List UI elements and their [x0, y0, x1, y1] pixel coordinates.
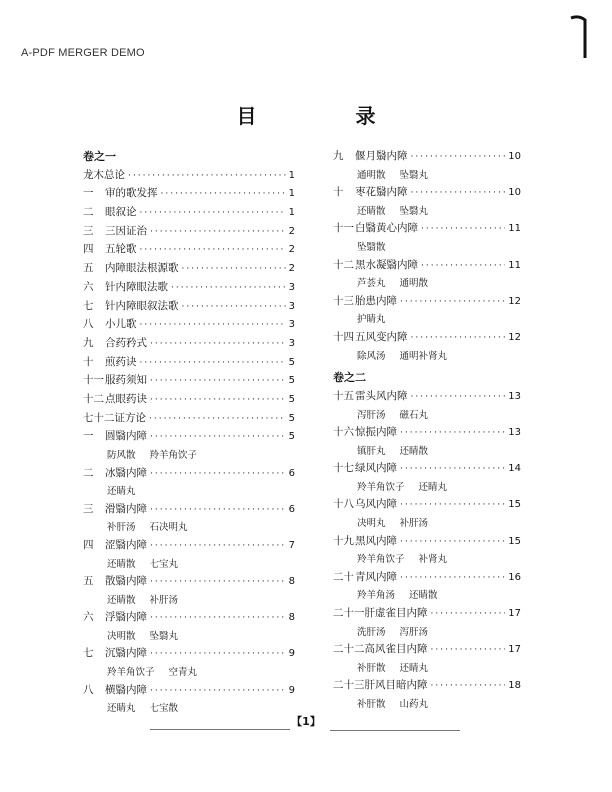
entry-page-number: 14 — [508, 463, 521, 475]
dot-leader — [140, 245, 286, 255]
toc-entry — [83, 260, 295, 279]
prescription-name: 洗肝汤 — [357, 626, 386, 638]
entry-number: 十八 — [333, 498, 354, 511]
dot-leader — [150, 469, 286, 479]
dot-leader — [421, 224, 505, 234]
entry-number: 二十二 — [333, 643, 365, 656]
entry-title: 点眼药诀 — [105, 392, 147, 405]
entry-page-number: 15 — [508, 499, 521, 511]
prescription-name: 镇肝丸 — [357, 445, 386, 457]
entry-title: 散翳内障 — [105, 575, 147, 588]
prescription-name: 羚羊角饮子 — [357, 481, 405, 493]
dot-leader — [182, 302, 286, 312]
entry-number: 九 — [83, 336, 94, 349]
entry-number: 十 — [83, 355, 94, 368]
entry-number: 十九 — [333, 534, 354, 547]
entry-title: 龙木总论 — [83, 168, 125, 181]
dot-leader — [150, 505, 286, 515]
dot-leader — [161, 189, 286, 199]
toc-entry — [83, 391, 295, 410]
prescription-name: 还睛散 — [107, 558, 136, 570]
entry-title: 眼叙论 — [105, 206, 137, 219]
entry-number: 一 — [83, 187, 94, 200]
prescription-name: 还睛丸 — [418, 481, 448, 493]
dot-leader — [411, 333, 506, 343]
entry-title: 肝虚雀目内障 — [364, 606, 428, 619]
entry-title: 七十二证方论 — [83, 411, 146, 424]
entry-number: 五 — [83, 575, 94, 588]
entry-title: 服药须知 — [105, 374, 147, 387]
dot-leader — [150, 376, 286, 386]
entry-title: 五风变内障 — [355, 330, 408, 343]
scan-corner-mark — [570, 14, 588, 60]
toc-prescriptions — [333, 167, 521, 185]
entry-page-number: 17 — [508, 607, 521, 619]
toc-entry — [83, 335, 295, 354]
section-label: 卷之二 — [333, 371, 366, 385]
toc-entry — [333, 677, 521, 696]
prescription-name: 通明补肾丸 — [399, 350, 448, 362]
toc-prescriptions — [333, 348, 521, 366]
dot-leader — [400, 537, 505, 547]
entry-title: 绿风内障 — [355, 462, 397, 475]
entry-page-number: 3 — [288, 281, 295, 293]
scan-rule-line — [330, 730, 460, 731]
entry-number: 七 — [83, 647, 94, 660]
entry-number: 二十一 — [333, 606, 365, 619]
prescription-name: 石决明丸 — [149, 522, 188, 534]
prescription-name: 通明散 — [357, 169, 386, 181]
prescription-name: 羚羊角饮子 — [149, 450, 198, 461]
toc-entry — [83, 501, 295, 520]
toc-entry — [83, 410, 295, 429]
entry-title: 五轮歌 — [105, 243, 137, 256]
prescription-name: 磁石丸 — [399, 409, 429, 421]
toc-entry — [83, 167, 295, 186]
entry-page-number: 1 — [288, 188, 295, 200]
entry-title: 肝风目暗内障 — [364, 679, 428, 692]
dot-leader — [431, 609, 506, 619]
entry-page-number: 5 — [288, 356, 295, 368]
entry-title: 浮翳内障 — [105, 611, 147, 624]
entry-title: 胎患内障 — [355, 294, 397, 307]
dot-leader — [411, 152, 506, 162]
prescription-name: 坠翳丸 — [399, 169, 429, 181]
entry-title: 雷头风内障 — [355, 389, 408, 402]
toc-entry — [83, 573, 295, 592]
prescription-name: 还睛丸 — [107, 486, 136, 498]
toc-entry — [333, 605, 521, 624]
prescription-name: 七宝散 — [149, 703, 179, 715]
dot-leader — [431, 645, 506, 655]
toc-prescriptions — [333, 479, 521, 497]
dot-leader — [400, 297, 505, 307]
dot-leader — [140, 208, 286, 218]
entry-number: 一 — [83, 430, 94, 443]
entry-title: 针内障眼叙法歌 — [105, 299, 179, 312]
toc-entry — [83, 185, 295, 204]
entry-page-number: 10 — [508, 187, 521, 199]
entry-page-number: 9 — [288, 648, 295, 660]
entry-number: 四 — [83, 243, 94, 256]
entry-title: 白翳黄心内障 — [355, 222, 418, 235]
prescription-name: 护睛丸 — [357, 314, 386, 326]
prescription-name: 羚羊角饮子 — [357, 554, 405, 566]
toc-entry — [83, 682, 295, 701]
entry-page-number: 5 — [288, 431, 295, 443]
page-title: 目 录 — [236, 104, 422, 128]
entry-title: 高风雀目内障 — [364, 643, 428, 656]
entry-number: 十三 — [333, 294, 354, 307]
entry-number: 二十 — [333, 570, 354, 583]
entry-page-number: 16 — [508, 571, 521, 583]
entry-title: 冰翳内障 — [105, 466, 147, 479]
prescription-name: 芦荟丸 — [357, 278, 386, 290]
toc-entry — [333, 460, 521, 479]
entry-page-number: 5 — [288, 393, 295, 405]
prescription-name: 补肾丸 — [418, 554, 448, 566]
toc-entry — [83, 241, 295, 260]
toc-entry — [333, 388, 521, 407]
prescription-name: 补肝汤 — [149, 594, 179, 606]
prescription-name: 坠翳散 — [357, 242, 386, 254]
entry-title: 合药矜式 — [105, 336, 147, 349]
toc-entry — [333, 641, 521, 660]
prescription-name: 空青丸 — [168, 667, 198, 679]
toc-entry — [333, 533, 521, 552]
entry-page-number: 13 — [508, 427, 521, 438]
dot-leader — [150, 395, 286, 405]
prescription-name: 还睛散 — [357, 205, 386, 217]
toc-entry — [83, 316, 295, 335]
toc-prescriptions — [333, 624, 521, 642]
entry-page-number: 5 — [288, 375, 295, 387]
dot-leader — [149, 414, 286, 424]
toc-prescriptions — [333, 660, 521, 678]
entry-page-number: 11 — [508, 223, 521, 235]
entry-number: 十七 — [333, 462, 354, 475]
dot-leader — [171, 283, 286, 293]
entry-number: 二 — [83, 206, 94, 219]
entry-number: 十六 — [333, 426, 354, 438]
toc-prescriptions — [333, 515, 521, 533]
toc-entry — [83, 609, 295, 628]
prescription-name: 通明散 — [399, 278, 429, 290]
toc-entry — [83, 537, 295, 556]
entry-number: 十一 — [333, 222, 354, 235]
dot-leader — [421, 261, 505, 271]
toc-prescriptions — [333, 407, 521, 425]
dot-leader — [411, 188, 506, 198]
prescription-name: 还睛散 — [399, 445, 429, 457]
prescription-name: 补肝散 — [357, 699, 386, 710]
entry-title: 乌风内障 — [355, 498, 397, 511]
prescription-name: 还睛丸 — [107, 703, 136, 715]
entry-title: 小儿歌 — [105, 318, 137, 331]
dot-leader — [431, 681, 506, 691]
toc-entry — [333, 329, 521, 348]
prescription-name: 坠翳丸 — [399, 205, 429, 217]
entry-number: 十五 — [333, 389, 354, 402]
entry-number: 十二 — [333, 258, 354, 271]
toc-section-heading — [83, 148, 295, 167]
entry-page-number: 18 — [508, 680, 521, 692]
toc-entry — [83, 465, 295, 484]
toc-prescriptions — [83, 592, 295, 610]
dot-leader — [150, 577, 286, 587]
toc-prescriptions — [83, 483, 295, 501]
prescription-name: 还睛散 — [107, 594, 136, 606]
entry-number: 八 — [83, 318, 94, 331]
entry-title: 审的歌发挥 — [105, 187, 158, 200]
entry-number: 六 — [83, 280, 94, 293]
toc-entry — [83, 428, 295, 447]
dot-leader — [400, 428, 505, 438]
prescription-name: 坠翳丸 — [149, 630, 179, 642]
toc-entry — [333, 257, 521, 276]
entry-number: 十二 — [83, 392, 104, 405]
toc-entry — [83, 223, 295, 242]
entry-page-number: 6 — [288, 467, 295, 479]
entry-number: 四 — [83, 538, 94, 551]
entry-page-number: 3 — [288, 300, 295, 312]
prescription-name: 羚羊角饮子 — [107, 667, 155, 679]
dot-leader — [150, 339, 286, 349]
toc-entry — [333, 148, 521, 167]
toc-entry — [333, 184, 521, 203]
entry-number: 三 — [83, 224, 94, 237]
entry-page-number: 2 — [288, 244, 295, 256]
entry-title: 青风内障 — [355, 570, 397, 583]
entry-title: 煎药诀 — [105, 355, 137, 368]
dot-leader — [150, 541, 286, 551]
toc-prescriptions — [333, 443, 521, 461]
toc-entry — [333, 293, 521, 312]
toc-prescriptions — [333, 551, 521, 569]
toc-entry — [83, 298, 295, 317]
entry-page-number: 2 — [288, 225, 295, 237]
entry-page-number: 15 — [508, 535, 521, 547]
prescription-name: 补肝汤 — [399, 518, 429, 530]
prescription-name: 还睛丸 — [399, 662, 429, 674]
entry-page-number: 8 — [288, 576, 295, 588]
entry-title: 黑风内障 — [355, 534, 397, 547]
entry-number: 六 — [83, 611, 94, 624]
entry-page-number: 9 — [288, 684, 295, 696]
entry-title: 黑水凝翳内障 — [355, 258, 418, 271]
toc-entry — [83, 372, 295, 391]
dot-leader — [150, 432, 286, 442]
entry-page-number: 6 — [288, 503, 295, 515]
toc-prescriptions — [333, 275, 521, 293]
toc-entry — [83, 204, 295, 223]
dot-leader — [140, 358, 286, 368]
prescription-name: 七宝丸 — [149, 558, 179, 570]
toc-entry — [83, 645, 295, 664]
entry-title: 横翳内障 — [105, 683, 147, 696]
dot-leader — [150, 613, 286, 623]
prescription-name: 补肝散 — [357, 662, 386, 674]
entry-page-number: 2 — [288, 263, 295, 275]
toc-entry — [83, 279, 295, 298]
dot-leader — [400, 500, 505, 510]
dot-leader — [140, 320, 286, 330]
prescription-name: 决明散 — [107, 630, 136, 642]
entry-title: 偃月翳内障 — [355, 150, 408, 162]
entry-number: 十一 — [83, 374, 104, 387]
toc-prescriptions — [83, 447, 295, 465]
toc-prescriptions — [333, 587, 521, 605]
toc-entry — [333, 220, 521, 239]
dot-leader — [400, 464, 505, 474]
prescription-name: 泻肝汤 — [357, 409, 386, 421]
toc-prescriptions — [83, 664, 295, 682]
entry-number: 二十三 — [333, 679, 365, 692]
dot-leader — [150, 649, 286, 659]
toc-entry — [83, 354, 295, 373]
prescription-name: 防风散 — [107, 450, 136, 461]
entry-page-number: 7 — [288, 539, 295, 551]
toc-prescriptions — [333, 239, 521, 257]
entry-title: 涩翳内障 — [105, 538, 147, 551]
entry-title: 滑翳内障 — [105, 502, 147, 515]
entry-page-number: 1 — [288, 169, 295, 181]
toc-column-right — [333, 148, 521, 714]
prescription-name: 山药丸 — [399, 699, 429, 710]
toc-prescriptions — [333, 203, 521, 221]
entry-title: 内障眼法根源歌 — [105, 262, 179, 275]
entry-page-number: 12 — [508, 331, 521, 343]
prescription-name: 决明丸 — [357, 518, 386, 530]
entry-page-number: 10 — [508, 151, 521, 162]
entry-title: 三因证治 — [105, 224, 147, 237]
toc-entry — [333, 569, 521, 588]
entry-number: 十四 — [333, 330, 354, 343]
entry-number: 七 — [83, 299, 94, 312]
entry-page-number: 1 — [288, 207, 295, 219]
entry-page-number: 12 — [508, 295, 521, 307]
entry-number: 五 — [83, 262, 94, 275]
toc-prescriptions — [333, 696, 521, 714]
entry-number: 八 — [83, 683, 94, 696]
prescription-name: 补肝汤 — [107, 522, 136, 534]
page-number: 【1】 — [291, 715, 321, 728]
entry-page-number: 11 — [508, 259, 521, 271]
entry-page-number: 3 — [288, 337, 295, 349]
scan-rule-line — [150, 729, 290, 730]
entry-title: 惊振内障 — [355, 426, 397, 438]
dot-leader — [400, 573, 505, 583]
entry-page-number: 8 — [288, 612, 295, 624]
entry-page-number: 17 — [508, 644, 521, 656]
entry-number: 九 — [333, 150, 344, 162]
toc-entry — [333, 496, 521, 515]
toc-prescriptions — [83, 519, 295, 537]
toc-prescriptions — [83, 556, 295, 574]
prescription-name: 还睛散 — [409, 590, 438, 602]
entry-number: 十 — [333, 186, 344, 199]
prescription-name: 泻肝汤 — [399, 626, 429, 638]
prescription-name: 羚羊角汤 — [357, 590, 396, 602]
toc-column-left — [83, 148, 295, 718]
entry-page-number: 5 — [288, 412, 295, 424]
entry-number: 三 — [83, 502, 94, 515]
watermark-text: A-PDF MERGER DEMO — [21, 47, 145, 59]
section-label: 卷之一 — [83, 150, 116, 163]
entry-page-number: 3 — [288, 319, 295, 331]
toc-section-heading — [333, 369, 521, 388]
dot-leader — [411, 392, 506, 402]
entry-page-number: 13 — [508, 390, 521, 402]
toc-prescriptions — [83, 628, 295, 646]
prescription-name: 除风汤 — [357, 350, 386, 362]
toc-prescriptions — [333, 311, 521, 329]
dot-leader — [150, 686, 286, 696]
dot-leader — [150, 227, 286, 237]
dot-leader — [182, 264, 286, 274]
entry-title: 沉翳内障 — [105, 647, 147, 660]
entry-number: 二 — [83, 466, 94, 479]
entry-title: 针内障眼法歌 — [105, 280, 168, 293]
entry-title: 枣花翳内障 — [355, 186, 408, 199]
dot-leader — [128, 171, 286, 181]
entry-title: 圆翳内障 — [105, 430, 147, 443]
toc-entry — [333, 424, 521, 443]
